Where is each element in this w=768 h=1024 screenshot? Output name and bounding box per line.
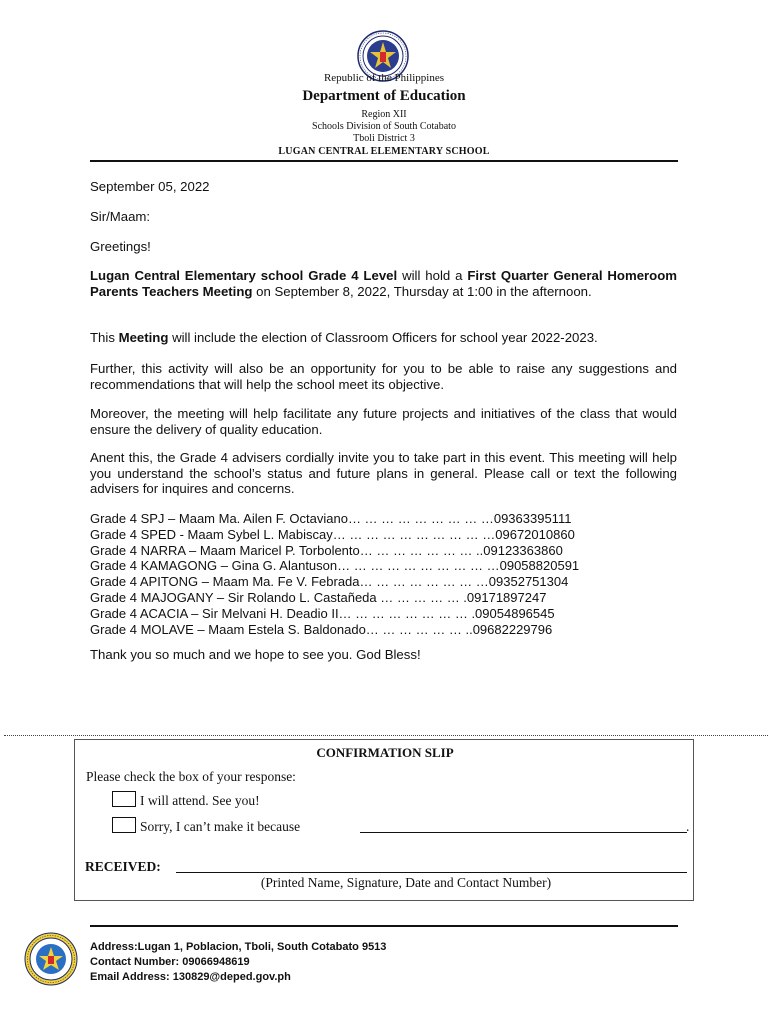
slip-title: CONFIRMATION SLIP	[316, 745, 454, 760]
decline-label: Sorry, I can’t make it because	[140, 819, 301, 834]
received-label: RECEIVED:	[85, 859, 161, 874]
p2-text1: This	[90, 330, 119, 345]
republic-line: Republic of the Philippines	[323, 72, 445, 84]
adviser-row: Grade 4 ACACIA – Sir Melvani H. Deadio II… … … … … … … … .09054896545	[90, 605, 555, 621]
school-grade-level: Lugan Central Elementary school Grade 4 Level	[90, 268, 398, 283]
paragraph-announcement	[90, 268, 677, 299]
paragraph-invitation: Anent this, the Grade 4 advisers cordially invite you to take part in this event. This meeting will help you understand the school’s status and future plans in general. Please call or text the following advisers for inquires and concerns.	[90, 450, 677, 496]
school-name: LUGAN CENTRAL ELEMENTARY SCHOOL	[278, 146, 490, 157]
footer-address: Address:Lugan 1, Poblacion, Tboli, South Cotabato 9513	[90, 941, 387, 953]
decline-checkbox[interactable]	[112, 817, 136, 833]
adviser-row: Grade 4 MOLAVE – Maam Estela S. Baldonado… … … … … … ..09682229796	[90, 621, 553, 637]
adviser-list	[90, 511, 677, 637]
division-line: Schools Division of South Cotabato	[312, 121, 456, 132]
letter-date: September 05, 2022	[90, 179, 210, 194]
slip-instruction: Please check the box of your response:	[86, 769, 296, 784]
footer-contact-number: Contact Number: 09066948619	[90, 956, 250, 968]
adviser-row: Grade 4 APITONG – Maam Ma. Fe V. Febrada… … … … … … … …09352751304	[90, 574, 569, 590]
footer-email: Email Address: 130829@deped.gov.ph	[90, 971, 291, 983]
received-blank[interactable]	[176, 872, 687, 873]
adviser-row: Grade 4 MAJOGANY – Sir Rolando L. Castañeda … … … … … .09171897247	[90, 589, 547, 605]
salutation: Sir/Maam:	[90, 209, 151, 224]
paragraph-projects: Moreover, the meeting will help facilitate any future projects and initiatives of the class that would ensure the delivery of quality education.	[90, 406, 677, 437]
confirmation-slip	[74, 739, 694, 901]
reason-blank[interactable]	[360, 832, 687, 833]
closing-line: Thank you so much and we hope to see you. God Bless!	[90, 647, 421, 662]
attend-checkbox[interactable]	[112, 791, 136, 807]
p1-text1: will hold a	[397, 268, 468, 283]
department-title: Department of Education	[302, 88, 466, 104]
adviser-row: Grade 4 KAMAGONG – Gina G. Alantuson… … … … … … … … … …09058820591	[90, 558, 580, 574]
reason-period: .	[686, 819, 690, 834]
attend-label: I will attend. See you!	[140, 793, 260, 808]
adviser-row: Grade 4 NARRA – Maam Maricel P. Torbolento… … … … … … … ..09123363860	[90, 542, 563, 558]
received-hint: (Printed Name, Signature, Date and Contact Number)	[260, 875, 552, 890]
paragraph-election	[90, 330, 677, 346]
greetings: Greetings!	[90, 239, 151, 254]
cut-line	[4, 735, 768, 736]
school-seal-icon	[24, 932, 78, 986]
meeting-word: Meeting	[118, 330, 169, 345]
adviser-row: Grade 4 SPJ – Maam Ma. Ailen F. Octaviano… … … … … … … … …09363395111	[90, 511, 572, 526]
header-divider	[90, 160, 678, 162]
footer-divider	[90, 925, 678, 927]
paragraph-opportunity: Further, this activity will also be an opportunity for you to be able to raise any suggestions and recommendations that will help the school meet its objective.	[90, 361, 677, 392]
region-line: Region XII	[361, 109, 407, 120]
p2-text2: will include the election of Classroom Officers for school year 2022-2023.	[168, 330, 598, 345]
adviser-row: Grade 4 SPED - Maam Sybel L. Mabiscay… … … … … … … … … …09672010860	[90, 526, 575, 542]
meeting-name: First Quarter General Homeroom Parents Teachers Meeting	[90, 268, 677, 299]
p1-text2: on September 8, 2022, Thursday at 1:00 in the afternoon.	[252, 283, 592, 299]
district-line: Tboli District 3	[353, 133, 415, 144]
